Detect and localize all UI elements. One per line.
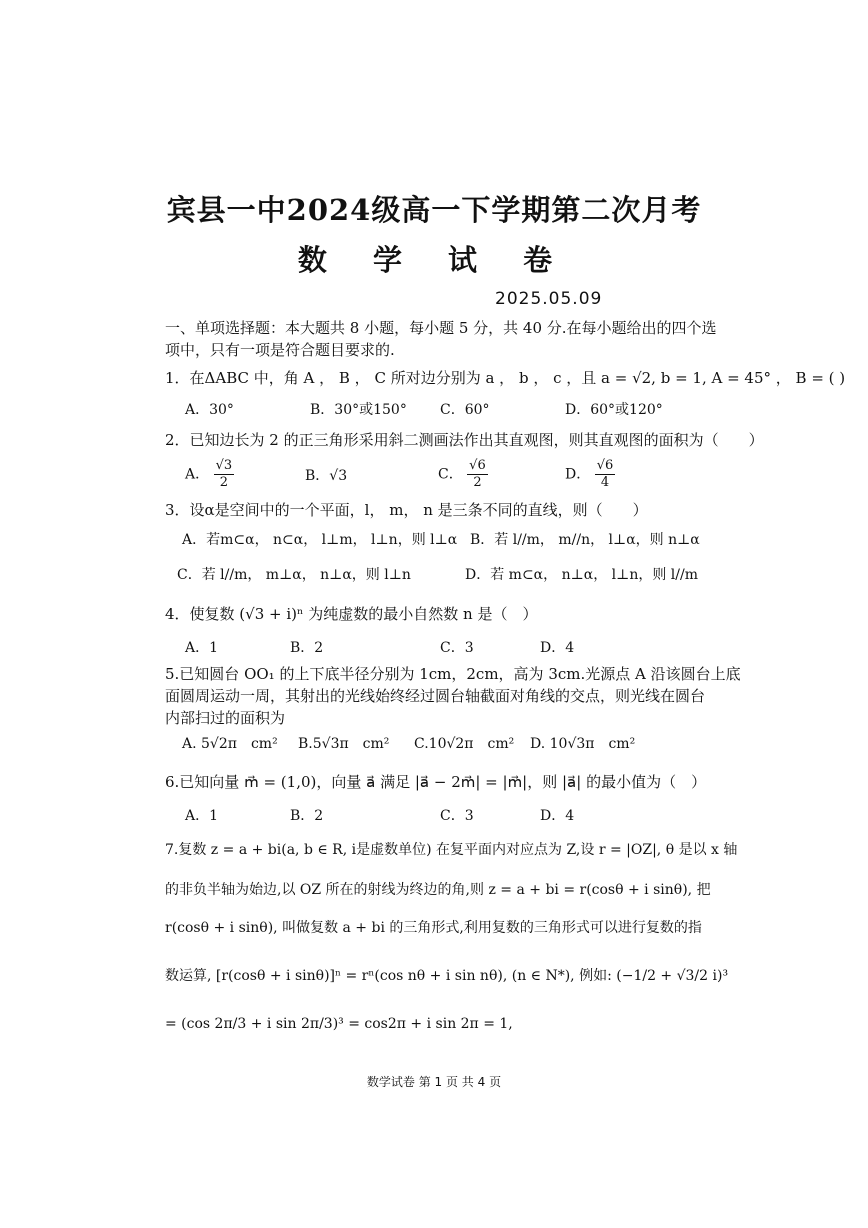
option-d-fraction: [595, 458, 616, 491]
question-4-option-d: D．4: [540, 640, 575, 656]
page-footer: 数学试卷 第 1 页 共 4 页: [366, 1075, 502, 1089]
question-6-option-b: B．2: [290, 808, 324, 824]
option-d-label: D．: [565, 466, 591, 483]
question-3-stem: 3．设α是空间中的一个平面，l， m， n 是三条不同的直线，则（ ）: [165, 501, 648, 519]
question-2-option-a: [185, 458, 234, 491]
question-1-option-d: D．60°或120°: [565, 402, 663, 418]
question-5-option-c: C.10√2π cm²: [414, 736, 515, 752]
question-7-line5: = (cos 2π/3 + i sin 2π/3)³ = cos2π + i sin 2π = 1,: [165, 1016, 513, 1032]
question-3-option-c: C．若 l//m， m⊥α， n⊥α，则 l⊥n: [177, 567, 411, 583]
question-2-option-c: [438, 458, 488, 491]
question-5-option-b: B.5√3π cm²: [298, 736, 390, 752]
question-5-option-a: A. 5√2π cm²: [182, 736, 278, 752]
question-3-option-b: B．若 l//m， m//n， l⊥α，则 n⊥α: [470, 532, 700, 548]
question-6-option-a: A．1: [185, 808, 219, 824]
question-6-option-c: C．3: [440, 808, 474, 824]
question-2-option-b: B．√3: [305, 468, 348, 484]
question-4-option-a: A．1: [185, 640, 219, 656]
question-1-stem: 1．在ΔABC 中，角 A ， B ， C 所对边分别为 a ， b ， c ，且 a = √2, b = 1, A = 45° ， B = ( ): [165, 369, 846, 387]
option-c-label: C．: [438, 466, 463, 483]
question-7-line4: 数运算, [r(cosθ + i sinθ)]ⁿ = rⁿ(cos nθ + i sin nθ), (n ∈ N*), 例如: (−1/2 + √3/2 i)³: [165, 968, 729, 984]
question-5-line3: 内部扫过的面积为: [165, 709, 286, 727]
question-2-option-d: [565, 458, 615, 491]
question-7-line1: 7.复数 z = a + bi(a, b ∈ R, i是虚数单位) 在复平面内对应点为 Z,设 r = |OZ|, θ 是以 x 轴: [165, 842, 738, 858]
question-1-option-c: C．60°: [440, 402, 490, 418]
question-6-option-d: D．4: [540, 808, 575, 824]
question-5-line1: 5.已知圆台 OO₁ 的上下底半径分别为 1cm，2cm，高为 3cm.光源点 A 沿该圆台上底: [165, 665, 741, 683]
fraction-numerator: √3: [215, 458, 233, 473]
question-1-option-b: B．30°或150°: [310, 402, 407, 418]
question-5-line2: 面圆周运动一周，其射出的光线始终经过圆台轴截面对角线的交点，则光线在圆台: [165, 687, 706, 705]
exam-subtitle: 数 学 试 卷: [297, 243, 571, 277]
question-3-option-a: A．若m⊂α， n⊂α， l⊥m， l⊥n，则 l⊥α: [182, 532, 458, 548]
question-4-option-c: C．3: [440, 640, 474, 656]
question-6-stem: 6.已知向量 m⃗ = (1,0)，向量 a⃗ 满足 |a⃗ − 2m⃗| = |m⃗|，则 |a⃗| 的最小值为（ ）: [165, 773, 707, 791]
fraction-numerator: √6: [596, 458, 614, 473]
question-7-line3: r(cosθ + i sinθ), 叫做复数 a + bi 的三角形式,利用复数的三角形式可以进行复数的指: [165, 920, 702, 936]
question-1-option-a: A．30°: [185, 402, 234, 418]
question-2-stem: 2．已知边长为 2 的正三角形采用斜二测画法作出其直观图，则其直观图的面积为（ ）: [165, 431, 764, 449]
question-4-stem: 4．使复数 (√3 + i)ⁿ 为纯虚数的最小自然数 n 是（ ）: [165, 605, 538, 623]
section-instructions-line1: 一、单项选择题：本大题共 8 小题，每小题 5 分，共 40 分.在每小题给出的四个选: [165, 319, 717, 337]
section-instructions-line2: 项中，只有一项是符合题目要求的.: [165, 341, 395, 359]
option-c-fraction: [467, 458, 488, 491]
exam-date: 2025.05.09: [495, 289, 603, 309]
option-a-label: A．: [185, 466, 210, 483]
question-7-line2: 的非负半轴为始边,以 OZ 所在的射线为终边的角,则 z = a + bi = r(cosθ + i sinθ), 把: [165, 882, 711, 898]
option-a-fraction: [214, 458, 235, 491]
fraction-denominator: 2: [219, 475, 228, 490]
fraction-denominator: 2: [473, 475, 482, 490]
question-5-option-d: D. 10√3π cm²: [530, 736, 636, 752]
fraction-denominator: 4: [600, 475, 610, 490]
question-3-option-d: D．若 m⊂α， n⊥α， l⊥n，则 l//m: [465, 567, 698, 583]
fraction-numerator: √6: [469, 458, 486, 473]
question-4-option-b: B．2: [290, 640, 324, 656]
exam-title: 宾县一中2024级高一下学期第二次月考: [166, 193, 702, 227]
